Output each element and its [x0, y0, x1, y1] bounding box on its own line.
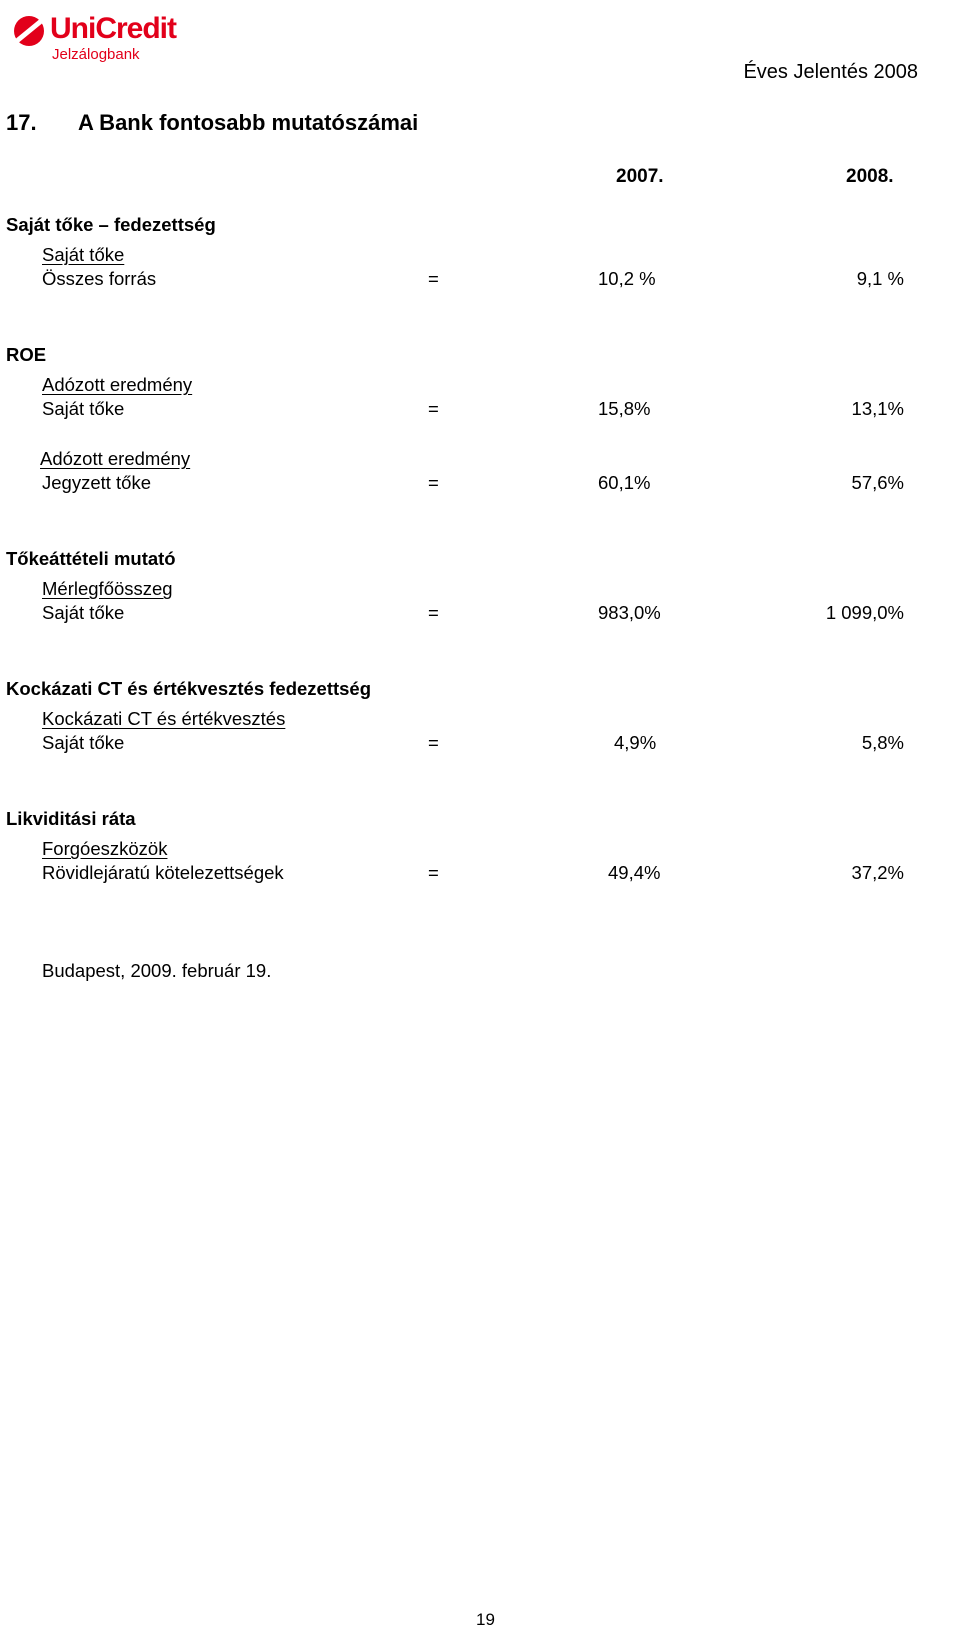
ratio-value-2008: 9,1 % [856, 268, 904, 289]
group-title: Saját tőke – fedezettség [6, 214, 216, 235]
ratio-numerator: Kockázati CT és értékvesztés [42, 708, 286, 729]
ratio-numerator: Adózott eredmény [40, 448, 191, 469]
group-title: ROE [6, 344, 47, 365]
report-title: Éves Jelentés 2008 [743, 61, 918, 83]
ratio-value-2008: 5,8% [861, 732, 904, 753]
ratio-value-2007: 15,8% [598, 398, 651, 419]
ratio-value-2007: 4,9% [614, 732, 657, 753]
ratio-value-2008: 37,2% [851, 862, 904, 883]
ratio-numerator: Adózott eredmény [42, 374, 193, 395]
year-header-2007: 2007. [616, 166, 664, 187]
ratio-numerator: Saját tőke [42, 244, 125, 265]
ratio-value-2007: 983,0% [598, 602, 661, 623]
ratio-equals: = [428, 732, 439, 753]
section-title: A Bank fontosabb mutatószámai [78, 110, 419, 135]
signing-date: Budapest, 2009. február 19. [42, 960, 272, 981]
ratio-equals: = [428, 602, 439, 623]
ratio-denominator: Összes forrás [42, 268, 157, 289]
section-heading [6, 110, 418, 136]
section-number: 17. [6, 110, 37, 135]
ratio-denominator: Jegyzett tőke [42, 472, 152, 493]
ratio-denominator: Saját tőke [42, 602, 125, 623]
ratio-equals: = [428, 398, 439, 419]
unicredit-logo [12, 10, 187, 72]
ratio-value-2008: 13,1% [851, 398, 904, 419]
ratio-value-2008: 1 099,0% [825, 602, 904, 623]
ratio-equals: = [428, 268, 439, 289]
year-header-2008: 2008. [846, 166, 894, 187]
ratio-value-2007: 49,4% [608, 862, 661, 883]
group-title: Likviditási ráta [6, 808, 136, 829]
logo-wordmark: UniCredit [50, 12, 176, 45]
ratio-equals: = [428, 472, 439, 493]
ratio-numerator: Forgóeszközök [42, 838, 168, 859]
ratio-equals: = [428, 862, 439, 883]
logo-subtitle: Jelzálogbank [52, 46, 140, 63]
ratio-value-2007: 60,1% [598, 472, 651, 493]
ratio-numerator: Mérlegfőösszeg [42, 578, 173, 599]
ratio-denominator: Saját tőke [42, 398, 125, 419]
group-title: Tőkeáttételi mutató [6, 548, 176, 569]
ratio-denominator: Saját tőke [42, 732, 125, 753]
group-title: Kockázati CT és értékvesztés fedezettség [6, 678, 372, 699]
ratio-denominator: Rövidlejáratú kötelezettségek [42, 862, 284, 883]
page-number: 19 [476, 1610, 495, 1629]
unicredit-logo-icon [12, 14, 46, 48]
ratio-value-2008: 57,6% [851, 472, 904, 493]
ratio-value-2007: 10,2 % [598, 268, 656, 289]
